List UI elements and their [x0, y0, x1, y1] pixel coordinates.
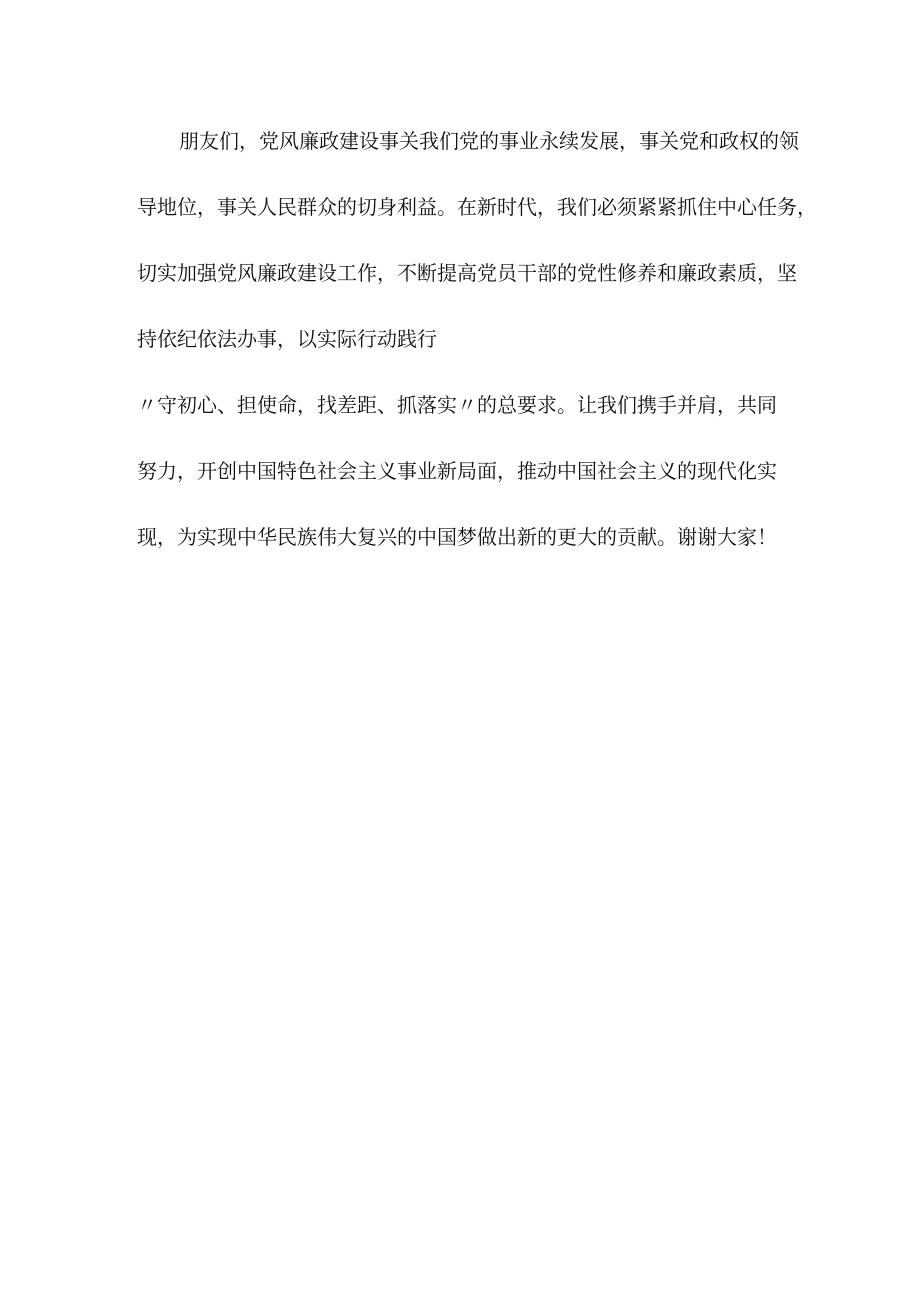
speech-paragraph: [137, 112, 817, 574]
text-line-4: 持依纪依法办事，以实际行动践行: [137, 327, 437, 351]
text-line-2: 导地位，事关人民群众的切身利益。在新时代，我们必须紧紧抓住中心任务，: [137, 195, 817, 219]
text-line-6: 努力，开创中国特色社会主义事业新局面，推动中国社会主义的现代化实: [137, 459, 777, 483]
text-line-1: 朋友们，党风廉政建设事关我们党的事业永续发展，事关党和政权的领: [179, 129, 799, 153]
text-line-7: 现，为实现中华民族伟大复兴的中国梦做出新的更大的贡献。谢谢大家！: [137, 525, 777, 549]
text-line-5: 〃守初心、担使命，找差距、抓落实〃的总要求。让我们携手并肩，共同: [137, 393, 777, 417]
text-line-3: 切实加强党风廉政建设工作，不断提高党员干部的党性修养和廉政素质，坚: [137, 261, 797, 285]
